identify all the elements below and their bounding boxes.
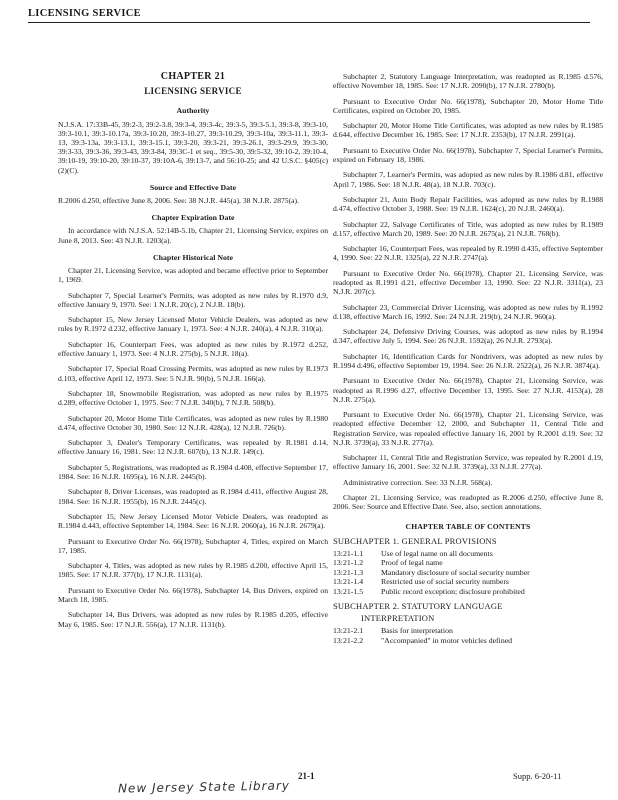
toc-section-title: Public record exception; disclosure prohibited [381,586,525,596]
history-paragraph: Administrative correction. See: 33 N.J.R. 568(a). [343,477,493,487]
toc-section-number: 13:21-1.2 [333,558,364,568]
chapter-number: CHAPTER 21 [160,71,226,82]
history-paragraph: Pursuant to Executive Order No. 66(1978), Subchapter 20, Motor Home Title Certificates, expired on October 20, 1985. [333,96,603,115]
source-text: R.2006 d.250, effective June 8, 2006. See: 38 N.J.R. 445(a), 38 N.J.R. 2875(a). [58,196,299,206]
toc-entry[interactable] [333,636,603,645]
toc-section-number: 13:21-1.4 [333,577,364,587]
history-left-list [58,266,328,629]
source-heading: Source and Effective Date [149,182,237,192]
history-paragraph: Subchapter 16, Identification Cards for Nondrivers, was adopted as new rules by R.1994 d.496, effective September 19, 1994. See: 26 N.J.R. 2522(a), 26 N.J.R. 3874(a). [333,351,603,370]
history-paragraph: Subchapter 3, Dealer's Temporary Certificates, was repealed by R.1981 d.14, effective January 16, 1981. See: 12 N.J.R. 607(b), 13 N.J.R. 149(c). [58,438,328,457]
toc-list-1 [333,549,603,596]
history-paragraph: Subchapter 23, Commercial Driver Licensing, was adopted as new rules by R.1992 d.138, effective March 16, 1992. See: 24 N.J.R. 219(b), 24 N.J.R. 960(a). [333,302,603,321]
history-paragraph: Subchapter 14, Bus Drivers, was adopted as new rules by R.1985 d.205, effective May 6, 1985. See: 17 N.J.R. 556(a), 17 N.J.R. 1131(b). [58,610,328,629]
toc-list-2 [333,626,603,645]
history-right-list [333,72,603,512]
chapter-title: LICENSING SERVICE [144,86,242,97]
history-paragraph: Subchapter 24, Defensive Driving Courses, was adopted as new rules by R.1994 d.347, effective July 5, 1994. See: 26 N.J.R. 1592(a), 26 N.J.R. 2793(a). [333,327,603,346]
history-paragraph: Subchapter 5, Registrations, was readopted as R.1984 d.408, effective September 17, 1984. See: 16 N.J.R. 1695(a), 16 N.J.R. 2445(b). [58,462,328,481]
left-column [58,72,328,635]
toc-section-number: 13:21-1.5 [333,586,364,596]
history-paragraph: Subchapter 21, Auto Body Repair Facilities, was adopted as new rules by R.1988 d.474, effective October 3, 1988. See: 19 N.J.R. 1624(c), 20 N.J.R. 2460(a). [333,194,603,214]
history-paragraph: Pursuant to Executive Order No. 66(1978), Chapter 21, Licensing Service, was readopted as R.1991 d.21, effective December 13, 1990. See: 22 N.J.R. 3311(a), 23 N.J.R. 207(c). [333,268,603,297]
history-paragraph: Chapter 21, Licensing Service, was readopted as R.2006 d.250, effective June 8, 2006. See: Source and Effective Date. See, also, section annotations. [333,493,603,512]
history-paragraph: Subchapter 11, Central Title and Registration Service, was repealed by R.2001 d.19, effective January 16, 2001. See: 32 N.J.R. 3739(a), 33 N.J.R. 277(a). [333,453,603,472]
history-paragraph: Subchapter 7, Learner's Permits, was adopted as new rules by R.1986 d.81, effective April 7, 1986. See: 18 N.J.R. 48(a), 18 N.J.R. 703(c). [333,170,603,189]
toc-section-title: Proof of legal name [381,558,443,568]
right-column [333,72,603,645]
history-paragraph: Subchapter 22, Salvage Certificates of Title, was adopted as new rules by R.1989 d.157, effective March 20, 1989. See: 20 N.J.R. 2675(a), 21 N.J.R. 768(b). [333,219,603,238]
history-paragraph: Chapter 21, Licensing Service, was adopted and became effective prior to September 1, 1969. [58,266,328,285]
history-paragraph: Subchapter 4, Titles, was adopted as new rules by R.1985 d.200, effective April 15, 1985. See: 17 N.J.R. 377(b), 17 N.J.R. 1131(a). [58,561,328,580]
history-paragraph: Pursuant to Executive Order No. 66(1978), Subchapter 4, Titles, expired on March 17, 1985. [58,536,328,555]
toc-section-title: Basis for interpretation [381,626,453,636]
history-paragraph: Subchapter 8, Driver Licenses, was readopted as R.1984 d.411, effective August 28, 1984. See: 16 N.J.R. 1955(b), 16 N.J.R. 2445(c). [58,487,328,506]
history-paragraph: Subchapter 18, Snowmobile Registration, was adopted as new rules by R.1975 d.289, effective October 1, 1975. See: 7 N.J.R. 340(b), 7 N.J.R. 508(b). [58,389,328,408]
toc-subchapter-2-cont: INTERPRETATION [361,613,435,624]
history-paragraph: Subchapter 15, New Jersey Licensed Motor Vehicle Dealers, was readopted as R.1984 d.443, effective September 14, 1984. See: 16 N.J.R. 2060(a), 16 N.J.R. 2679(a). [58,511,328,531]
authority-heading: Authority [176,106,210,116]
history-paragraph: Subchapter 16, Counterpart Fees, was adopted as new rules by R.1972 d.252, effective January 1, 1973. See: 4 N.J.R. 275(b), 5 N.J.R. 18(a). [58,339,328,359]
toc-section-title: Restricted use of social security numbers [381,577,509,587]
history-paragraph: Subchapter 16, Counterpart Fees, was repealed by R.1990 d.435, effective September 4, 1990. See: 22 N.J.R. 1325(a), 22 N.J.R. 2747(a). [333,244,603,263]
expiration-text: In accordance with N.J.S.A. 52:14B-5.1b, Chapter 21, Licensing Service, expires on June 8, 2013. See: 43 N.J.R. 1203(a). [58,226,328,245]
toc-subchapter-2: SUBCHAPTER 2. STATUTORY LANGUAGE [333,600,503,611]
expiration-heading: Chapter Expiration Date [151,213,235,223]
toc-section-title: "Accompanied" in motor vehicles defined [381,635,513,645]
toc-entry[interactable] [333,626,603,635]
toc-section-number: 13:21-2.1 [333,626,364,636]
toc-entry[interactable] [333,587,603,596]
history-paragraph: Subchapter 17, Special Road Crossing Permits, was adopted as new rules by R.1973 d.103, effective April 12, 1973. See: 5 N.J.R. 90(b), 5 N.J.R. 166(a). [58,364,328,383]
toc-section-number: 13:21-1.3 [333,567,364,577]
history-paragraph: Subchapter 15, New Jersey Licensed Motor Vehicle Dealers, was adopted as new rules by R.1972 d.232, effective January 1, 1973. See: 4 N.J.R. 240(a), 4 N.J.R. 310(a). [58,315,328,334]
supplement-date: Supp. 6-20-11 [513,771,562,781]
toc-entry[interactable] [333,577,603,586]
library-stamp: New Jersey State Library [117,778,291,796]
history-paragraph: Subchapter 2, Statutory Language Interpretation, was readopted as R.1985 d.576, effective November 18, 1985. See: 17 N.J.R. 2090(b), 17 N.J.R. 2780(b). [333,72,603,91]
history-paragraph: Pursuant to Executive Order No. 66(1978), Subchapter 14, Bus Drivers, expired on March 18, 1985. [58,585,328,604]
page-number: 21-1 [298,771,315,781]
toc-entry[interactable] [333,568,603,577]
history-paragraph: Subchapter 20, Motor Home Title Certificates, was adopted as new rules by R.1980 d.474, effective October 30, 1980. See: 12 N.J.R. 428(a), 12 N.J.R. 726(b). [58,413,328,432]
history-paragraph: Pursuant to Executive Order No. 66(1978), Chapter 21, Licensing Service, was readopted effective December 12, 2000, and Subchapter 11, Central Title and Registration Service, was repealed effective January 16, 2001 by R.2001 d.19. See: 32 N.J.R. 3739(a), 33 N.J.R. 277(a). [333,410,603,447]
toc-entry[interactable] [333,558,603,567]
authority-text: N.J.S.A. 17:33B-45, 39:2-3, 39:2-3.8, 39:3-4, 39:3-4c, 39:3-5, 39:3-5.1, 39:3-8, 39:3-10, 39:3-10.1, 39:3-10.17a, 39:3-10.20, 39:3-10.27, 39:3-10.29, 39:3-10a, 39:3-11.1, 39:3-13, 39:3-13a, 39:3-13.1, 39:3-15.1, 39:3-20, 39:3-21, 39:3-26.1, 39:3-29.9, 39:3-30, 39:3-33, 39:3-36, 39:3-43, 39:3-84, 39:3C-1 et seq., 39:5-30, 39:5-32, 39:10-2, 39:10-4, 39:10-19, 39:10-20, 39:10-37, 39:10A-6, 39:13-7, and 56:10-25; and 42 U.S.C. §405(c)(2)(C). [58,119,328,175]
toc-heading: CHAPTER TABLE OF CONTENTS [405,521,531,531]
toc-section-number: 13:21-2.2 [333,635,364,645]
history-paragraph: Subchapter 7, Special Learner's Permits, was adopted as new rules by R.1970 d.9, effective January 9, 1970. See: 1 N.J.R. 20(c), 2 N.J.R. 18(b). [58,290,328,309]
history-paragraph: Pursuant to Executive Order No. 66(1978), Subchapter 7, Special Learner's Permits, expired on February 18, 1986. [333,145,603,164]
history-paragraph: Subchapter 20, Motor Home Title Certificates, was adopted as new rules by R.1985 d.644, effective December 16, 1985. See: 17 N.J.R. 2353(b), 17 N.J.R. 2991(a). [333,121,603,140]
toc-section-title: Mandatory disclosure of social security number [381,567,530,577]
toc-section-number: 13:21-1.1 [333,548,364,558]
toc-subchapter-1: SUBCHAPTER 1. GENERAL PROVISIONS [333,535,497,546]
toc-entry[interactable] [333,549,603,558]
history-heading: Chapter Historical Note [153,252,233,262]
history-paragraph: Pursuant to Executive Order No. 66(1978), Chapter 21, Licensing Service, was readopted as R.1996 d.27, effective December 13, 1995. See: 27 N.J.R. 4153(a), 28 N.J.R. 275(a). [333,376,603,404]
toc-section-title: Use of legal name on all documents [381,548,493,558]
running-header: LICENSING SERVICE [28,8,590,23]
